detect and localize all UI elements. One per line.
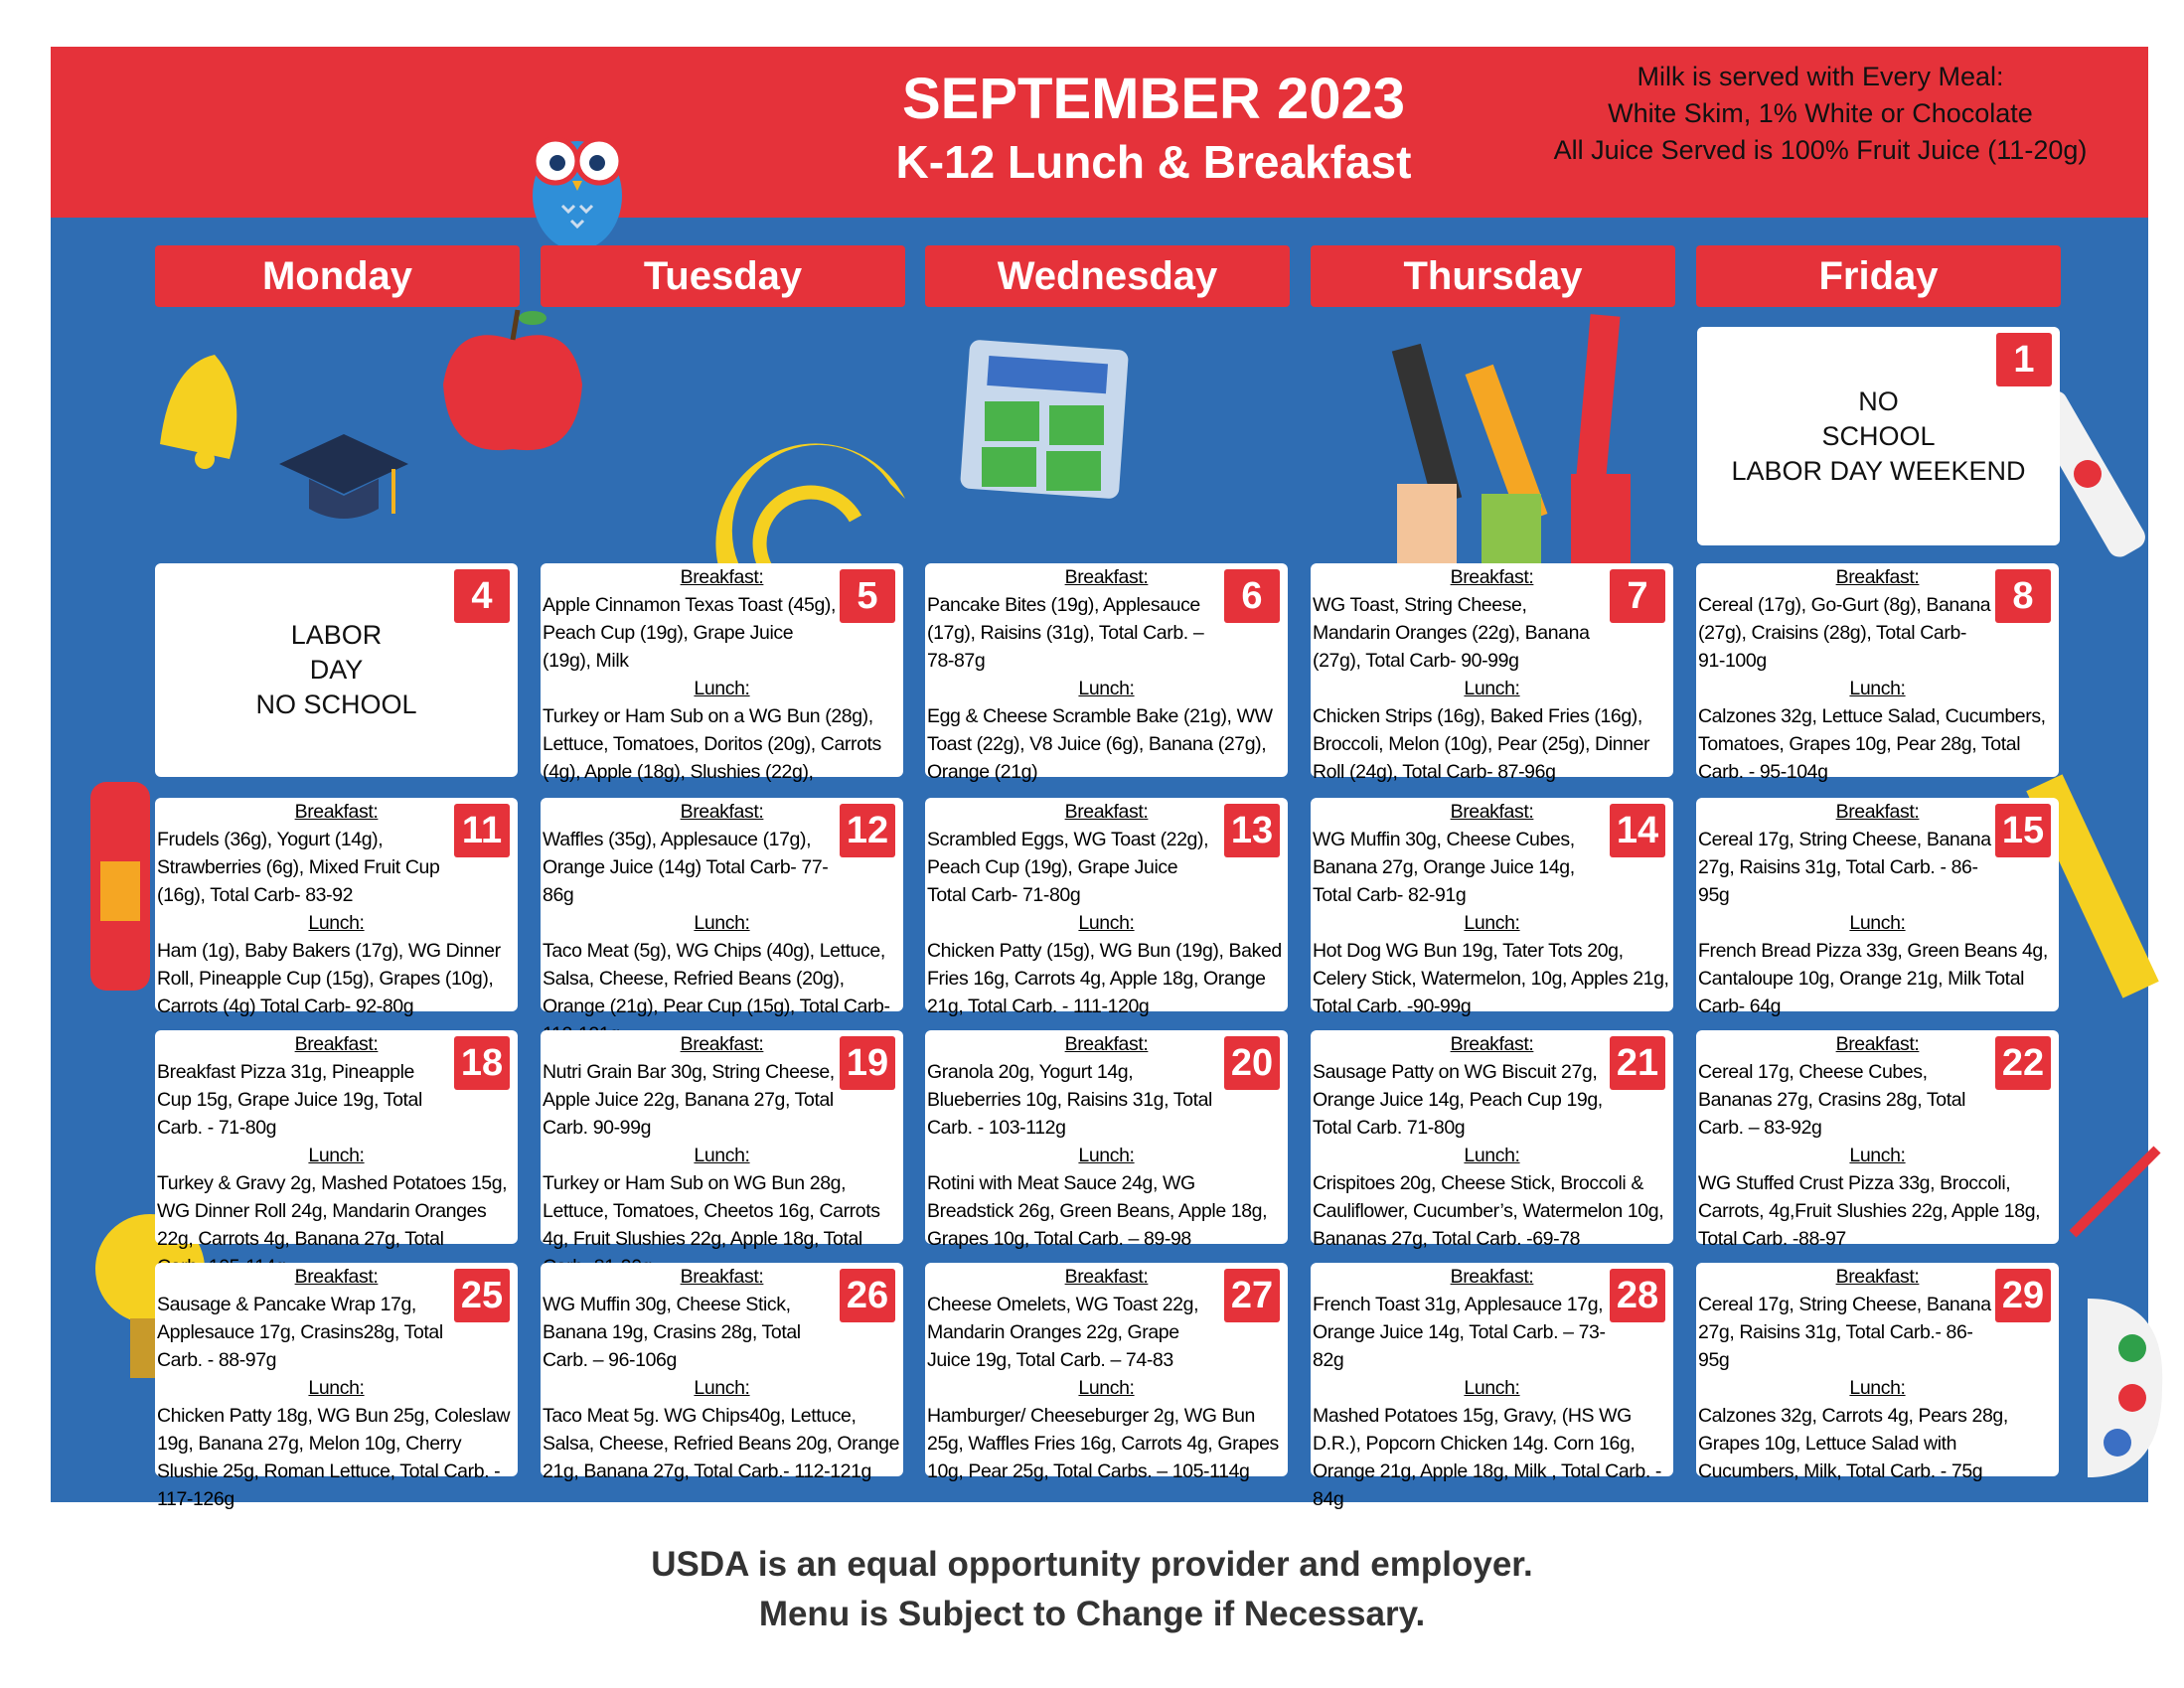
breakfast-label: Breakfast: <box>294 1033 379 1055</box>
day-number: 5 <box>840 569 895 623</box>
breakfast-label: Breakfast: <box>1835 1033 1920 1055</box>
day-number: 14 <box>1610 804 1665 857</box>
menu-content <box>1313 798 1671 1017</box>
milk-line-3: All Juice Served is 100% Fruit Juice (11-20g) <box>1553 135 2088 165</box>
breakfast-items: WG Muffin 30g, Cheese Stick, Banana 19g, Crasins 28g, Total Carb. – 96-106g <box>543 1294 801 1371</box>
menu-content <box>1698 1263 2057 1482</box>
milk-notice <box>1502 59 2138 169</box>
day-cell-1 <box>1697 327 2060 545</box>
breakfast-label: Breakfast: <box>1064 566 1149 588</box>
day-number: 19 <box>840 1036 895 1090</box>
lunch-items: Turkey or Ham Sub on WG Bun 28g, Lettuce, Tomatoes, Cheetos 16g, Carrots 4g, Fruit Slushies 22g, Apple 18g, Total <box>543 1172 880 1250</box>
day-cell-19 <box>541 1030 903 1250</box>
day-number: 26 <box>840 1269 895 1322</box>
lunch-label: Lunch: <box>694 1377 750 1399</box>
breakfast-items: Apple Cinnamon Texas Toast (45g), Peach Cup (19g), Grape Juice (19g), Milk <box>543 594 837 672</box>
day-cell-6 <box>925 563 1288 783</box>
menu-content <box>1313 563 1671 783</box>
lunch-items: Taco Meat (5g), WG Chips (40g), Lettuce, Salsa, Cheese, Refried Beans (20g), Orange (21g), Pear Cup (15g), Total Carb- <box>543 940 890 1017</box>
breakfast-label: Breakfast: <box>1450 1266 1534 1288</box>
breakfast-items: Cereal 17g, String Cheese, Banana 27g, Raisins 31g, Total Carb.- 86-95g <box>1698 1294 1991 1371</box>
notice-line: DAY <box>309 655 364 685</box>
menu-content <box>157 1030 516 1250</box>
breakfast-label: Breakfast: <box>1835 566 1920 588</box>
breakfast-items: WG Toast, String Cheese, Mandarin Oranges (22g), Banana (27g), Total Carb- 90-99g <box>1313 594 1590 672</box>
footer-menu-line: Menu is Subject to Change if Necessary. <box>758 1595 1426 1633</box>
footer-usda-line: USDA is an equal opportunity provider and employer. <box>651 1545 1533 1584</box>
menu-content <box>1313 1030 1671 1250</box>
day-cell-15 <box>1696 798 2059 1017</box>
lunch-label: Lunch: <box>694 1145 750 1166</box>
day-cell-29 <box>1696 1263 2059 1482</box>
day-cell-11 <box>155 798 518 1017</box>
menu-content <box>927 1263 1286 1482</box>
breakfast-label: Breakfast: <box>680 1033 764 1055</box>
breakfast-label: Breakfast: <box>1450 1033 1534 1055</box>
menu-content <box>543 1263 901 1482</box>
lunch-label: Lunch: <box>1849 1377 1906 1399</box>
day-cell-14 <box>1311 798 1673 1017</box>
lunch-items: Calzones 32g, Lettuce Salad, Cucumbers, Tomatoes, Grapes 10g, Pear 28g, Total Carb. - 95-104g <box>1698 705 2046 783</box>
breakfast-items: Waffles (35g), Applesauce (17g), Orange Juice (14g) Total Carb- 77-86g <box>543 829 829 906</box>
graduation-cap-icon <box>274 424 413 534</box>
milk-line-1: Milk is served with Every Meal: <box>1637 62 2004 91</box>
breakfast-items: Sausage Patty on WG Biscuit 27g, Orange Juice 14g, Peach Cup 19g, Total Carb. 71-80g <box>1313 1061 1603 1139</box>
day-number: 7 <box>1610 569 1665 623</box>
milk-line-2: White Skim, 1% White or Chocolate <box>1608 98 2033 128</box>
lunch-items: Mashed Potatoes 15g, Gravy, (HS WG D.R.), Popcorn Chicken 14g. Corn 16g, Orange 21g, Apple 18g, Milk , Total Carb. - 84g <box>1313 1405 1661 1510</box>
breakfast-items: French Toast 31g, Applesauce 17g, Orange Juice 14g, Total Carb. – 73-82g <box>1313 1294 1606 1371</box>
breakfast-items: Cheese Omelets, WG Toast 22g, Mandarin Oranges 22g, Grape Juice 19g, Total Carb. – 74-83 <box>927 1294 1199 1371</box>
day-number: 13 <box>1224 804 1280 857</box>
breakfast-label: Breakfast: <box>1835 1266 1920 1288</box>
breakfast-items: Nutri Grain Bar 30g, String Cheese, Apple Juice 22g, Banana 27g, Total Carb. 90-99g <box>543 1061 835 1139</box>
day-number: 15 <box>1995 804 2051 857</box>
day-number: 20 <box>1224 1036 1280 1090</box>
day-number: 8 <box>1995 569 2051 623</box>
pencils-icon <box>1382 305 1700 583</box>
day-number: 29 <box>1995 1269 2051 1322</box>
owl-icon <box>518 106 637 255</box>
lunch-label: Lunch: <box>1849 1145 1906 1166</box>
notice-line: SCHOOL <box>1821 420 1936 451</box>
lunch-items: Hot Dog WG Bun 19g, Tater Tots 20g, Celery Stick, Watermelon, 10g, Apples 21g, Total Carb. -90-99g <box>1313 940 1669 1017</box>
calculator-icon <box>960 340 1129 499</box>
day-cell-7 <box>1311 563 1673 783</box>
lunch-items: WG Stuffed Crust Pizza 33g, Broccoli, Carrots, 4g,Fruit Slushies 22g, Apple 18g, Total Carb. -88-97 <box>1698 1172 2041 1250</box>
lunch-label: Lunch: <box>1078 678 1135 699</box>
lunch-items: Ham (1g), Baby Bakers (17g), WG Dinner Roll, Pineapple Cup (15g), Grapes (10g), Carrots (4g) Total Carb- 92-80g <box>157 940 501 1017</box>
day-cell-13 <box>925 798 1288 1017</box>
day-header-tuesday: Tuesday <box>541 245 905 307</box>
page-title: SEPTEMBER 2023 <box>901 67 1406 131</box>
lunch-label: Lunch: <box>308 912 365 934</box>
menu-content <box>1698 798 2057 1017</box>
notice-line: NO SCHOOL <box>255 690 417 719</box>
breakfast-items: Frudels (36g), Yogurt (14g), Strawberries (6g), Mixed Fruit Cup (16g), Total Carb- 83-92 <box>157 829 440 906</box>
day-number: 21 <box>1610 1036 1665 1090</box>
day-cell-5 <box>541 563 903 783</box>
menu-content <box>1698 563 2057 783</box>
lunch-items: Chicken Patty (15g), WG Bun (19g), Baked Fries 16g, Carrots 4g, Apple 18g, Orange 21g, Total Carb. - 111-120g <box>927 940 1282 1017</box>
breakfast-label: Breakfast: <box>680 801 764 823</box>
day-number: 22 <box>1995 1036 2051 1090</box>
menu-content <box>1313 1263 1671 1510</box>
day-number: 1 <box>1996 333 2052 386</box>
lunch-label: Lunch: <box>1464 1145 1520 1166</box>
breakfast-items: Cereal 17g, String Cheese, Banana 27g, Raisins 31g, Total Carb. - 86-95g <box>1698 829 1991 906</box>
menu-content <box>543 798 901 1017</box>
breakfast-items: Granola 20g, Yogurt 14g, Blueberries 10g, Raisins 31g, Total Carb. - 103-112g <box>927 1061 1212 1139</box>
breakfast-label: Breakfast: <box>1450 566 1534 588</box>
menu-content <box>543 1030 901 1250</box>
lunch-items: Calzones 32g, Carrots 4g, Pears 28g, Grapes 10g, Lettuce Salad with Cucumbers, Milk, Total Carb. - 75g <box>1698 1405 2008 1482</box>
day-number: 25 <box>454 1269 510 1322</box>
lunch-items: Hamburger/ Cheeseburger 2g, WG Bun 25g, Waffles Fries 16g, Carrots 4g, Grapes 10g, Pear 25g, Total Carbs. – 105-114g <box>927 1405 1279 1482</box>
breakfast-items: Cereal 17g, Cheese Cubes, Bananas 27g, Crasins 28g, Total Carb. – 83-92g <box>1698 1061 1966 1139</box>
lunch-items: Crispitoes 20g, Cheese Stick, Broccoli & Cauliflower, Cucumber’s, Watermelon 10g, Bananas 27g, Total Carb. -69-78 <box>1313 1172 1664 1250</box>
day-number: 27 <box>1224 1269 1280 1322</box>
day-header-wednesday: Wednesday <box>925 245 1290 307</box>
day-header-friday: Friday <box>1696 245 2061 307</box>
lunch-label: Lunch: <box>308 1145 365 1166</box>
day-cell-27 <box>925 1263 1288 1482</box>
day-number: 11 <box>454 804 510 857</box>
lunch-items: Turkey & Gravy 2g, Mashed Potatoes 15g, WG Dinner Roll 24g, Mandarin Oranges 22g, Carrots 4g, Banana 27g, Total <box>157 1172 508 1250</box>
day-cell-18 <box>155 1030 518 1250</box>
menu-content <box>1698 1030 2057 1250</box>
paint-palette-icon <box>2078 1289 2167 1487</box>
lunch-label: Lunch: <box>1464 912 1520 934</box>
day-number: 12 <box>840 804 895 857</box>
day-header-monday: Monday <box>155 245 520 307</box>
menu-content <box>157 798 516 1017</box>
lunch-label: Lunch: <box>1078 1377 1135 1399</box>
lunch-label: Lunch: <box>308 1377 365 1399</box>
breakfast-label: Breakfast: <box>1835 801 1920 823</box>
day-cell-8 <box>1696 563 2059 783</box>
lunch-items: French Bread Pizza 33g, Green Beans 4g, Cantaloupe 10g, Orange 21g, Milk Total Carb- 64g <box>1698 940 2048 1017</box>
breakfast-label: Breakfast: <box>1450 801 1534 823</box>
lunch-items: Chicken Strips (16g), Baked Fries (16g), Broccoli, Melon (10g), Pear (25g), Dinner Roll (24g), Total Carb- 87-96g <box>1313 705 1650 783</box>
breakfast-label: Breakfast: <box>294 1266 379 1288</box>
lunch-label: Lunch: <box>694 678 750 699</box>
menu-content <box>927 798 1286 1017</box>
calendar-board <box>51 47 2148 1510</box>
header-banner <box>51 47 2148 218</box>
day-cell-12 <box>541 798 903 1017</box>
day-cell-20 <box>925 1030 1288 1250</box>
breakfast-items: Pancake Bites (19g), Applesauce (17g), Raisins (31g), Total Carb. – 78-87g <box>927 594 1204 672</box>
breakfast-items: WG Muffin 30g, Cheese Cubes, Banana 27g, Orange Juice 14g, Total Carb- 82-91g <box>1313 829 1575 906</box>
breakfast-label: Breakfast: <box>1064 801 1149 823</box>
breakfast-items: Scrambled Eggs, WG Toast (22g), Peach Cup (19g), Grape Juice Total Carb- 71-80g <box>927 829 1209 906</box>
lunch-label: Lunch: <box>1849 912 1906 934</box>
lunch-items: Taco Meat 5g. WG Chips40g, Lettuce, Salsa, Cheese, Refried Beans 20g, Orange 21g, Banana 27g, Total Carb.- 112-121g <box>543 1405 900 1482</box>
breakfast-label: Breakfast: <box>680 566 764 588</box>
notice-line: LABOR <box>290 620 383 650</box>
day-cell-4 <box>155 563 518 777</box>
lunch-items: Egg & Cheese Scramble Bake (21g), WW Toast (22g), V8 Juice (6g), Banana (27g), Orange (21g) <box>927 705 1273 783</box>
day-cell-25 <box>155 1263 518 1510</box>
menu-content <box>543 563 901 783</box>
day-header-thursday: Thursday <box>1311 245 1675 307</box>
day-number: 18 <box>454 1036 510 1090</box>
menu-content <box>927 563 1286 783</box>
lunch-label: Lunch: <box>1078 1145 1135 1166</box>
notice-line: LABOR DAY WEEKEND <box>1731 455 2026 486</box>
lunch-label: Lunch: <box>1464 678 1520 699</box>
lunch-label: Lunch: <box>1078 912 1135 934</box>
day-number: 28 <box>1610 1269 1665 1322</box>
day-cell-28 <box>1311 1263 1673 1510</box>
lunch-label: Lunch: <box>694 912 750 934</box>
day-number: 6 <box>1224 569 1280 623</box>
page-subtitle: K-12 Lunch & Breakfast <box>895 136 1412 188</box>
day-cell-22 <box>1696 1030 2059 1250</box>
breakfast-items: Breakfast Pizza 31g, Pineapple Cup 15g, Grape Juice 19g, Total Carb. - 71-80g <box>157 1061 422 1139</box>
menu-content <box>927 1030 1286 1250</box>
day-number: 4 <box>454 569 510 623</box>
apple-icon <box>433 300 592 469</box>
day-cell-21 <box>1311 1030 1673 1250</box>
menu-content <box>157 1263 516 1510</box>
breakfast-label: Breakfast: <box>1064 1266 1149 1288</box>
lunch-items: Chicken Patty 18g, WG Bun 25g, Coleslaw 19g, Banana 27g, Melon 10g, Cherry Slushie 25g, Roman Lettuce, Total Carb. - 117-126g <box>157 1405 511 1510</box>
notice-line: NO <box>1858 385 1899 416</box>
day-cell-26 <box>541 1263 903 1482</box>
lunch-label: Lunch: <box>1464 1377 1520 1399</box>
bell-icon <box>120 335 259 474</box>
paintbrush-icon <box>2058 1140 2167 1249</box>
lunch-items: Rotini with Meat Sauce 24g, WG Breadstick 26g, Green Beans, Apple 18g, Grapes 10g, Total Carb. – 89-98 <box>927 1172 1268 1250</box>
lunch-items: Turkey or Ham Sub on a WG Bun (28g), Lettuce, Tomatoes, Doritos (20g), Carrots (4g), Apple (18g), Slushies (22g), <box>543 705 881 783</box>
breakfast-items: Cereal (17g), Go-Gurt (8g), Banana (27g), Craisins (28g), Total Carb- 91-100g <box>1698 594 1991 672</box>
breakfast-items: Sausage & Pancake Wrap 17g, Applesauce 17g, Crasins28g, Total Carb. - 88-97g <box>157 1294 443 1371</box>
breakfast-label: Breakfast: <box>680 1266 764 1288</box>
lunch-label: Lunch: <box>1849 678 1906 699</box>
backpack-icon <box>80 742 160 1000</box>
breakfast-label: Breakfast: <box>1064 1033 1149 1055</box>
breakfast-label: Breakfast: <box>294 801 379 823</box>
